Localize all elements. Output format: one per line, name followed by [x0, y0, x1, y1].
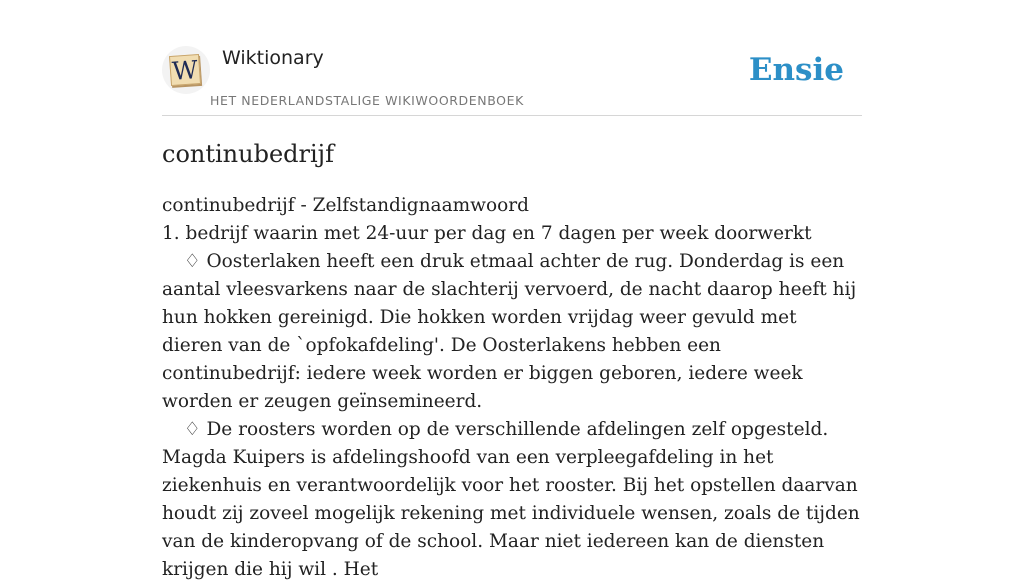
example-sentence: ♢ De roosters worden op de verschillende afdelingen zelf opgesteld. Magda Kuipers is afdelingshoofd van een verpleegafdeling in het ziekenhuis en verantwoordelijk voor het rooster. Bij het opstellen daarvan houdt zij zoveel mogelijk rekening met individuele wensen, zoals de tijden van de kinderopvang of de school. Maar niet iedereen kan de diensten krijgen die hij wil . Het: [162, 419, 860, 580]
entry-title: continubedrijf: [162, 140, 334, 168]
definition: 1. bedrijf waarin met 24-uur per dag en 7 dagen per week doorwerkt: [162, 223, 812, 244]
ensie-brand-link[interactable]: Ensie: [748, 52, 844, 88]
header-divider: [162, 115, 862, 116]
headword-line: continubedrijf - Zelfstandignaamwoord: [162, 195, 529, 216]
logo-letter: W: [171, 55, 199, 86]
site-name-link[interactable]: Wiktionary: [222, 47, 324, 69]
page: [162, 0, 862, 580]
example-sentence: ♢ Oosterlaken heeft een druk etmaal achter de rug. Donderdag is een aantal vleesvarkens naar de slachterij vervoerd, de nacht daarop heeft hij hun hokken gereinigd. Die hokken worden vrijdag weer gevuld met dieren van de `opfokafdeling'. De Oosterlakens hebben een continubedrijf: iedere week worden er biggen geboren, iedere week worden er zeugen geïnsemineerd.: [162, 251, 857, 412]
entry-body: [162, 192, 862, 584]
logo-tile: [169, 54, 201, 86]
site-tagline: HET NEDERLANDSTALIGE WIKIWOORDENBOEK: [210, 93, 524, 108]
wiktionary-logo-icon[interactable]: [162, 46, 210, 94]
